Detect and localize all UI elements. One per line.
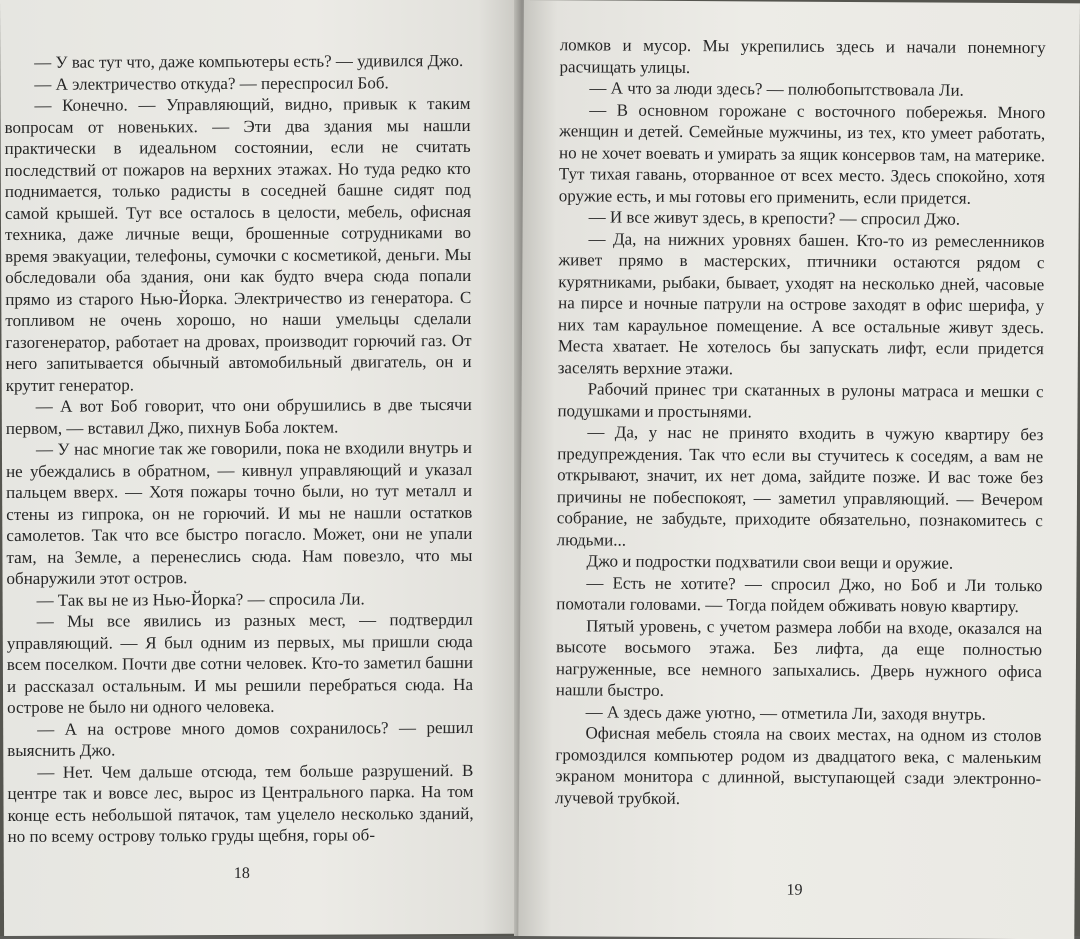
page-number-right: 19 xyxy=(786,881,803,899)
paragraph: — А электричество откуда? — переспросил Боб. xyxy=(34,72,389,94)
paragraph: — Да, на нижних уровнях башен. Кто-то из ремесленников живет прямо в мастерских, птичники остаются рядом с курятниками, рыбаки, бывает, уходят на несколько дней, часовые на пирсе и ночные патрули на острове заходят в офис шерифа, у них там караульное помещение. А все остальные живут здесь. Места хватает. Не хотелось бы запускать лифт, если придется заселять верхние этажи. xyxy=(557,228,1045,378)
paragraph: Рабочий принес три скатанных в рулоны матраса и мешки с подушками и простынями. xyxy=(557,379,1044,421)
paragraph: — У вас тут что, даже компьютеры есть? — удивился Джо. xyxy=(34,50,464,72)
paragraph: — Мы все явились из разных мест, — подтвердил управляющий. — Я был одним из первых, мы пришли сюда всем поселком. Почти две сотни человек. Кто-то заметил башни и рассказал остальным. И мы решили перебраться сюда. На острове не было ни одного человека. xyxy=(6,609,474,717)
paragraph: — А что за люди здесь? — полюбопытствовала Ли. xyxy=(589,78,964,100)
paragraph: — И все живут здесь, в крепости? — спросил Джо. xyxy=(588,207,961,229)
right-page-text xyxy=(555,34,1046,811)
left-page xyxy=(0,0,524,936)
paragraph: — У нас многие так же говорили, пока не входили внутрь и не убеждались в обратном, — кивнул управляющий и указал пальцем вверх. — Хотя пожары точно были, но тут металл и стены из гипрока, он не горючий. И мы не нашли остатков самолетов. Так что все быстро погасло. Может, они не упали там, на Земле, а перенеслись сюда. Нам повезло, что мы обнаружили этот остров. xyxy=(6,437,473,588)
paragraph: — Так вы не из Нью-Йорка? — спросила Ли. xyxy=(36,588,365,610)
paragraph: — В основном горожане с восточного побережья. Много женщин и детей. Семейные мужчины, из тех, кто умеет работать, но не хочет воевать и умирать за ящик консервов там, на материке. Тут тихая гавань, оторванное от всех место. Здесь спокойно, хотя оружие есть, и мы готовы его применить, если придется. xyxy=(558,99,1046,208)
paragraph: Пятый уровень, с учетом размера лобби на входе, оказался на высоте восьмого этажа. Без лифта, да еще полностью нагруженные, все немного запыхались. Дверь нужного офиса нашли быстро. xyxy=(555,615,1043,700)
paragraph: Джо и подростки подхватили свои вещи и оружие. xyxy=(586,551,954,573)
paragraph: Офисная мебель стояла на своих местах, на одном из столов громоздился компьютер родом из двадцатого века, с маленьким экраном монитора с длинной, выступающей сзади электронно-лучевой трубкой. xyxy=(555,723,1042,808)
paragraph: — Нет. Чем дальше отсюда, тем больше разрушений. В центре так и вовсе лес, вырос из Центрального парка. На том конце есть небольшой пятачок, там уцелело несколько зданий, но по всему острову только груды щебня, горы об- xyxy=(7,760,474,846)
right-page xyxy=(518,0,1080,939)
paragraph: — А на острове много домов сохранилось? — решил выяснить Джо. xyxy=(7,717,474,760)
paragraph: — Конечно. — Управляющий, видно, привык к таким вопросам от новеньких. — Эти два здания мы нашли практически в идеальном состоянии, если не считать последствий от пожаров на верхних этажах. Но туда редко кто поднимается, только радисты в соседней башне сидят под самой крышей. Тут все осталось в целости, мебель, офисная техника, даже личные вещи, брошенные сотрудниками во время эвакуации, телефоны, сумочки с косметикой, деньги. Мы обследовали оба здания, они как будто вчера сюда попали прямо из старого Нью-Йорка. Электричество из генератора. С топливом не очень хорошо, но наши умельцы сделали газогенератор, работает на дровах, производит горючий газ. От него запитывается обычный автомобильный двигатель, он и крутит генератор. xyxy=(4,93,472,395)
page-number-left: 18 xyxy=(233,864,250,882)
paragraph-continuation: ломков и мусор. Мы укрепились здесь и начали понемногу расчищать улицы. xyxy=(559,35,1046,77)
paragraph: — Есть не хотите? — спросил Джо, но Боб и Ли только помотали головами. — Тогда пойдем обживать новую квартиру. xyxy=(556,572,1043,617)
paragraph: — А здесь даже уютно, — отметила Ли, заходя внутрь. xyxy=(585,701,986,724)
paragraph: — А вот Боб говорит, что они обрушились в две тысячи первом, — вставил Джо, пихнув Боба локтем. xyxy=(5,394,472,438)
paragraph: — Да, у нас не принято входить в чужую квартиру без предупреждения. Так что если вы стучитесь к соседям, а вам не открывают, значит, их нет дома, зайдите позже. И вас тоже без причины не побеспокоят, — заметил управляющий. — Вечером собрание, не забудьте, приходите обязательно, познакомитесь с людьми... xyxy=(556,422,1044,550)
left-page-text xyxy=(4,50,473,848)
